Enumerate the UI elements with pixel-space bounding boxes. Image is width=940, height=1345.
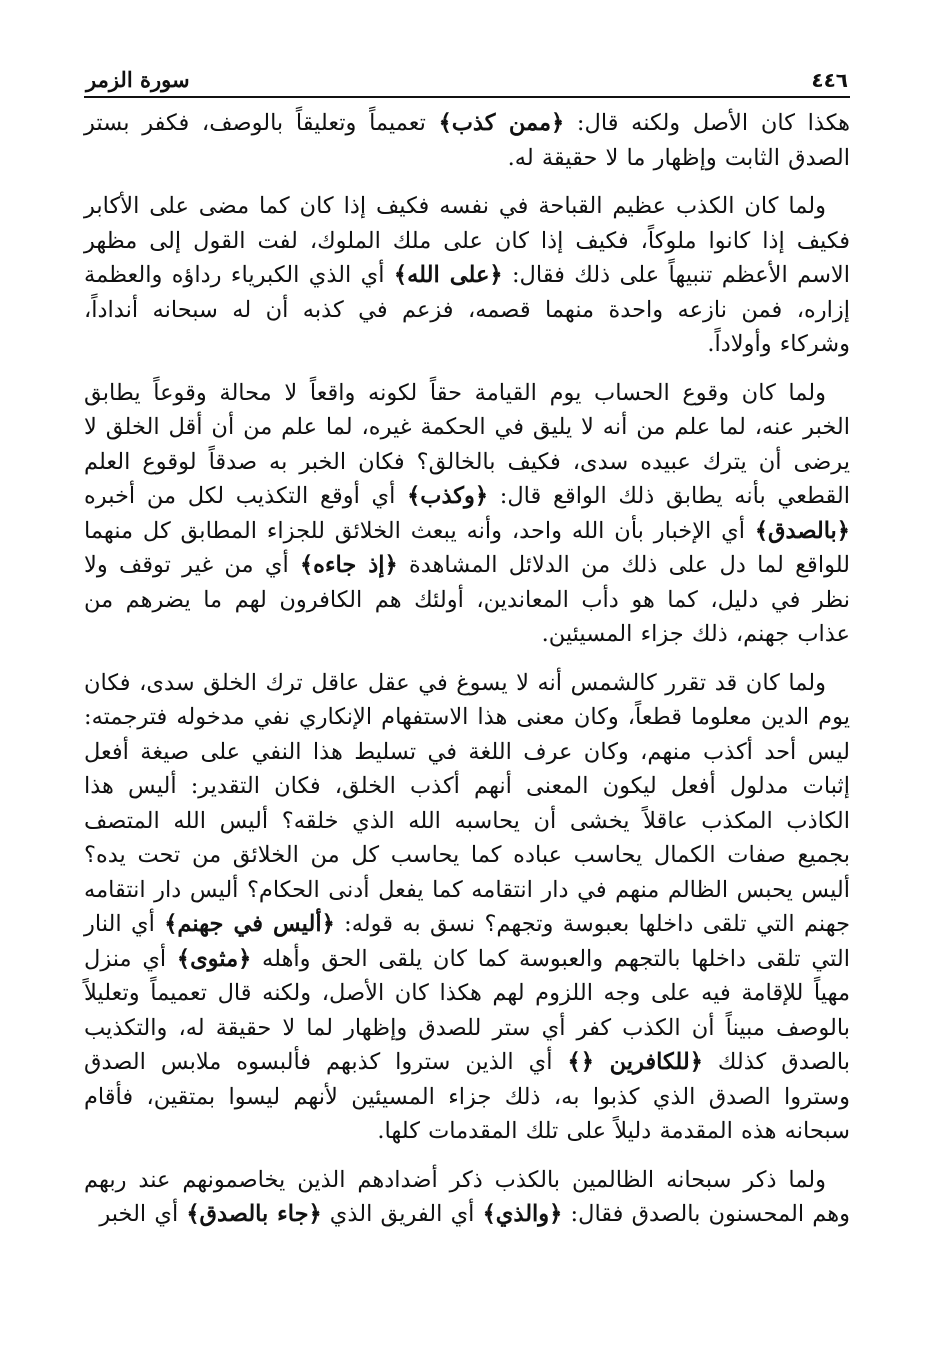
quran-quote: ﴿بالصدق﴾ xyxy=(754,517,850,544)
text-run: أي الذي الكبرياء رداؤه والعظمة إزاره، فمن نازعه واحدة منهما قصمه، فزعم في كذبه أن له سبحانه أنداداً، وشركاء وأولاداً. xyxy=(84,262,850,357)
text-run: أي الفريق الذي xyxy=(321,1201,483,1227)
quran-quote: ﴿مثوى﴾ xyxy=(176,945,252,972)
quran-quote: ﴿إذ جاءه﴾ xyxy=(299,552,398,578)
text-run: ولما كان قد تقرر كالشمس أنه لا يسوغ في عقل عاقل ترك الخلق سدى، فكان يوم الدين معلوما قطعاً، وكان معنى هذا الاستفهام الإنكاري نفي مدخوله فترجمته: ليس أحد أكذب منهم، وكان عرف اللغة في تسليط هذا النفي على صيغة أفعل إثبات مدلول أفعل ليكون المعنى أنهم أكذب الخلق، فكان التقدير: أليس هذا الكاذب المكذب عاقلاً يخشى أن يحاسبه الله الذي خلقه؟ أليس الله المتصف بجميع صفات الكمال يحاسب عباده كما يحاسب كل من الخلائق من تحت يده؟ أليس يحبس الظالم منهم في دار انتقامه كما يفعل أدنى الحكام؟ أليس دار انتقامه جهنم التي تلقى داخلها بعبوسة وتجهم؟ نسق به قوله: xyxy=(84,669,851,937)
surah-title: سورة الزمر xyxy=(86,67,190,92)
page-header xyxy=(84,58,850,98)
text-run: هكذا كان الأصل ولكنه قال: xyxy=(564,110,850,136)
text-run: أي منزل مهياً للإقامة فيه على وجه اللزوم لهم هكذا كان الأصل، ولكنه قال تعميماً وتعليلاً بالوصف مبيناً أن الكذب كفر أي ستر للصدق وإظهار لما لا حقيقة له، والتكذيب بالصدق كذلك xyxy=(84,945,851,1075)
quran-quote: ﴿والذي﴾ xyxy=(482,1201,563,1227)
text-run: أي النار التي تلقى داخلها بالتجهم والعبوسة كما كان يلقى الحق وأهله xyxy=(84,911,850,972)
text-run: ولما ذكر سبحانه الظالمين بالكذب ذكر أضدادهم الذين يخاصمونهم عند ربهم وهم المحسنون بالصدق فقال: xyxy=(84,1166,850,1227)
quran-quote: ﴿جاء بالصدق﴾ xyxy=(186,1201,322,1227)
text-run: ولما كان وقوع الحساب يوم القيامة حقاً لكونه واقعاً لا محالة وقوعاً يطابق الخبر عنه، لما علم من أنه لا يليق في الحكمة غيره، لما علم من أن أقل الخلق لا يرضى أن يترك عبيده سدى، فكيف بالخالق؟ فكان الخبر به صدقاً لوقوع العلم القطعي بأنه يطابق ذلك الواقع قال: xyxy=(84,379,850,509)
text-run: أي أوقع التكذيب لكل من أخبره xyxy=(84,483,408,509)
text-run: ولما كان الكذب عظيم القباحة في نفسه فكيف إذا كان كما مضى على الأكابر فكيف إذا كانوا ملوكاً، فكيف إذا كان على ملك الملوك، لفت القول إلى مظهر الاسم الأعظم تنبيهاً على ذلك فقال: xyxy=(84,193,850,288)
book-page xyxy=(84,58,850,1246)
paragraph xyxy=(84,1163,850,1232)
text-run: أي الذين ستروا كذبهم فألبسوه ملابس الصدق وستروا الصدق الذي كذبوا به، ذلك جزاء المسيئين لأنهم ليسوا بمتقين، فأقام سبحانه هذه المقدمة دليلاً على تلك المقدمات كلها. xyxy=(84,1049,850,1144)
quran-quote: ﴿وكذب﴾ xyxy=(407,483,489,509)
body-text xyxy=(84,106,850,1232)
text-run: أي الخبر xyxy=(99,1201,187,1227)
paragraph xyxy=(84,106,850,175)
text-run: أي الإخبار بأن الله واحد، وأنه يبعث الخلائق للجزاء المطابق كل منهما للواقع لما دل على ذلك من الدلائل المشاهدة xyxy=(84,517,850,578)
text-run: تعميماً وتعليقاً بالوصف، فكفر بستر الصدق الثابت وإظهار ما لا حقيقة له. xyxy=(84,110,850,171)
quran-quote: ﴿على الله﴾ xyxy=(393,262,503,288)
quran-quote: ﴿ممن كذب﴾ xyxy=(438,110,565,136)
quran-quote: ﴿للكافرين ﴿﴾ xyxy=(567,1049,703,1075)
paragraph xyxy=(84,666,850,1149)
page-number: ٤٤٦ xyxy=(811,68,848,92)
quran-quote: ﴿أليس في جهنم﴾ xyxy=(164,911,335,937)
text-run: أي من غير توقف ولا نظر في دليل، كما هو دأب المعاندين، أولئك هم الكافرون لهم ما يضرهم من عذاب جهنم، ذلك جزاء المسيئين. xyxy=(84,552,850,647)
paragraph xyxy=(84,189,850,362)
paragraph xyxy=(84,376,850,652)
